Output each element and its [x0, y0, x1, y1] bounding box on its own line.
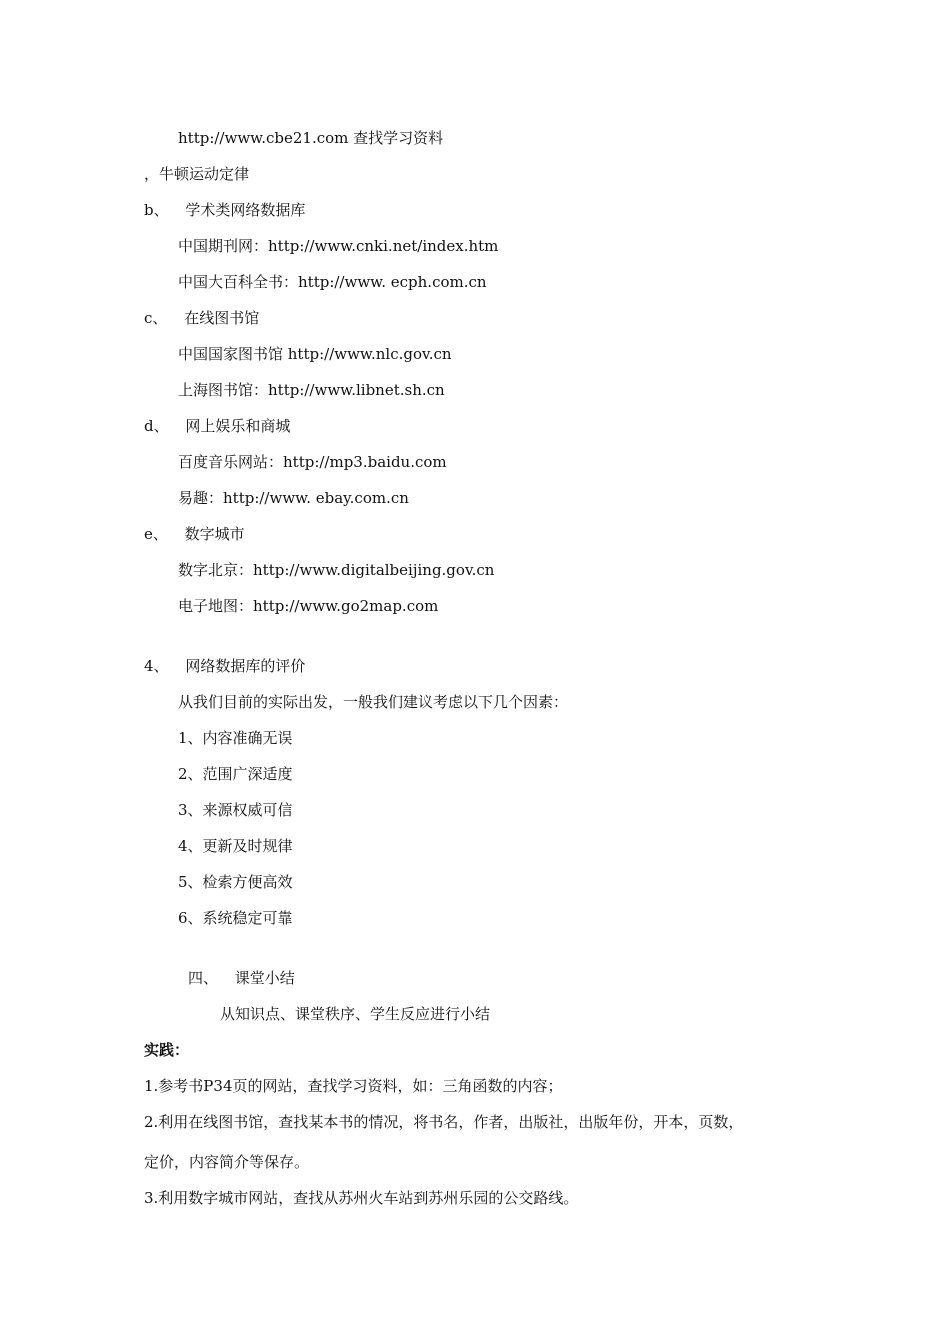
go2map-link-line: 电子地图：http://www.go2map.com — [178, 597, 439, 615]
ecph-link-line: 中国大百科全书：http://www. ecph.com.cn — [178, 273, 487, 291]
section-e-title: 数字城市 — [184, 525, 245, 543]
section-d-title: 网上娱乐和商城 — [185, 417, 291, 435]
section-c-title: 在线图书馆 — [184, 309, 260, 327]
cbe-link-line: http://www.cbe21.com 查找学习资料 — [178, 129, 444, 147]
summary-title: 课堂小结 — [234, 969, 295, 987]
summary-marker: 四、 — [188, 969, 219, 987]
section-d-heading — [144, 416, 290, 436]
section-c-heading — [144, 308, 259, 328]
evaluation-marker: 4、 — [144, 657, 169, 675]
section-e-marker: e、 — [144, 525, 168, 543]
practice-heading: 实践： — [144, 1041, 190, 1059]
section-d-marker: d、 — [144, 417, 169, 435]
libnet-link-line: 上海图书馆：http://www.libnet.sh.cn — [178, 381, 445, 399]
evaluation-intro: 从我们目前的实际出发，一般我们建议考虑以下几个因素： — [178, 693, 569, 711]
factor-item: 2、范围广深适度 — [178, 765, 293, 783]
baidu-link-line: 百度音乐网站：http://mp3.baidu.com — [178, 453, 447, 471]
factor-item: 5、检索方便高效 — [178, 873, 293, 891]
practice-item-1: 1.参考书P34页的网站，查找学习资料，如：三角函数的内容； — [144, 1077, 563, 1095]
nlc-link-line: 中国国家图书馆 http://www.nlc.gov.cn — [178, 345, 452, 363]
summary-text: 从知识点、课堂秩序、学生反应进行小结 — [220, 1005, 491, 1023]
section-b-title: 学术类网络数据库 — [185, 201, 306, 219]
section-b-marker: b、 — [144, 201, 169, 219]
factor-item: 3、来源权威可信 — [178, 801, 293, 819]
practice-item-2-line-2: 定价，内容简介等保存。 — [144, 1153, 310, 1171]
section-c-marker: c、 — [144, 309, 168, 327]
digitalbeijing-link-line: 数字北京：http://www.digitalbeijing.gov.cn — [178, 561, 495, 579]
newton-line: ，牛顿运动定律 — [144, 165, 250, 183]
practice-item-2-line-1: 2.利用在线图书馆，查找某本书的情况，将书名，作者，出版社，出版年份，开本，页数， — [144, 1113, 744, 1131]
factor-item: 1、内容准确无误 — [178, 729, 293, 747]
evaluation-heading — [144, 656, 305, 676]
summary-heading — [188, 968, 295, 988]
practice-item-3: 3.利用数字城市网站，查找从苏州火车站到苏州乐园的公交路线。 — [144, 1189, 579, 1207]
ebay-link-line: 易趣：http://www. ebay.com.cn — [178, 489, 409, 507]
section-b-heading — [144, 200, 305, 220]
section-e-heading — [144, 524, 245, 544]
factor-item: 6、系统稳定可靠 — [178, 909, 293, 927]
cnki-link-line: 中国期刊网：http://www.cnki.net/index.htm — [178, 237, 499, 255]
evaluation-title: 网络数据库的评价 — [185, 657, 306, 675]
factor-item: 4、更新及时规律 — [178, 837, 293, 855]
